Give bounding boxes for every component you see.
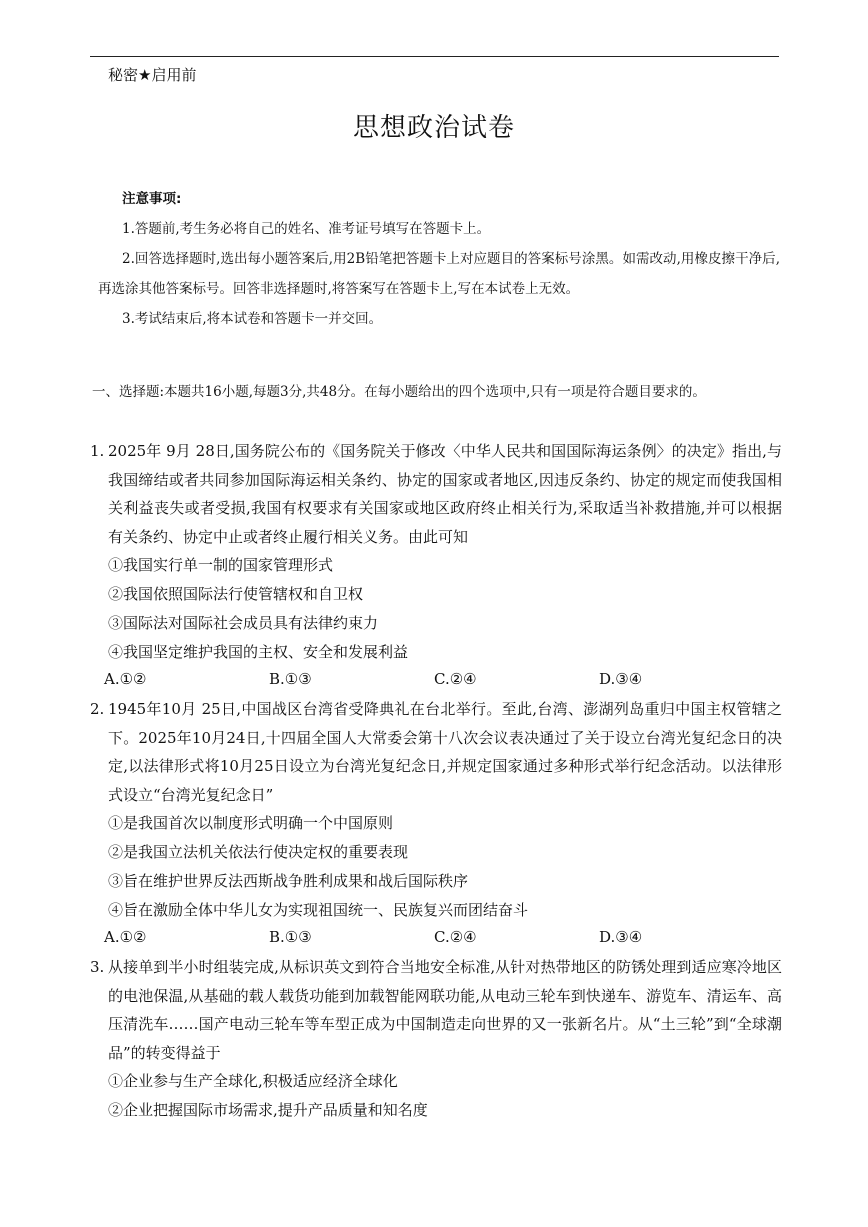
statement: ③国际法对国际社会成员具有法律约束力 bbox=[108, 614, 379, 632]
notes-heading: 注意事项: bbox=[122, 191, 182, 207]
question-2 bbox=[90, 695, 782, 949]
statement: ②企业把握国际市场需求,提升产品质量和知名度 bbox=[108, 1101, 428, 1119]
statement: ①企业参与生产全球化,积极适应经济全球化 bbox=[108, 1072, 398, 1090]
page-title: 思想政治试卷 bbox=[352, 113, 515, 143]
option-d: D.③④ bbox=[599, 928, 643, 946]
option-a: A.①② bbox=[104, 670, 147, 688]
option-d: D.③④ bbox=[599, 670, 643, 688]
statement: ①是我国首次以制度形式明确一个中国原则 bbox=[108, 814, 394, 832]
statement: ②我国依照国际法行使管辖权和自卫权 bbox=[108, 585, 364, 603]
question-list bbox=[90, 437, 782, 1129]
statement: ④旨在激励全体中华儿女为实现祖国统一、民族复兴而团结奋斗 bbox=[108, 901, 529, 919]
notes-item: 1.答题前,考生务必将自己的姓名、准考证号填写在答题卡上。 bbox=[122, 221, 491, 237]
statement: ②是我国立法机关依法行使决定权的重要表现 bbox=[108, 843, 409, 861]
section-heading: 一、选择题:本题共16小题,每题3分,共48分。在每小题给出的四个选项中,只有一项是符合题目要求的。 bbox=[92, 384, 706, 400]
option-b: B.①③ bbox=[269, 928, 312, 946]
statement: ③旨在维护世界反法西斯战争胜利成果和战后国际秩序 bbox=[108, 872, 469, 890]
statement: ④我国坚定维护我国的主权、安全和发展利益 bbox=[108, 643, 409, 661]
question-text: 1945年10月 25日,中国战区台湾省受降典礼在台北举行。至此,台湾、澎湖列岛重归中国主权管辖之下。2025年10月24日,十四届全国人大常委会第十八次会议表决通过了关于设立台湾光复纪念日的决定,以法律形式将10月25日设立为台湾光复纪念日,并规定国家通过多种形式举行纪念活动。以法律形式设立“台湾光复纪念日” bbox=[108, 700, 782, 804]
question-stem bbox=[90, 953, 782, 1067]
statement: ①我国实行单一制的国家管理形式 bbox=[108, 556, 334, 574]
question-number: 3. bbox=[90, 958, 105, 976]
question-text: 从接单到半小时组装完成,从标识英文到符合当地安全标准,从针对热带地区的防锈处理到适应寒冷地区的电池保温,从基础的载人载货功能到加载智能网联功能,从电动三轮车到快递车、游览车、清运车、高压清洗车……国产电动三轮车等车型正成为中国制造走向世界的又一张新名片。从“土三轮”到“全球潮品”的转变得益于 bbox=[108, 958, 782, 1062]
options-row bbox=[90, 925, 782, 949]
question-stem bbox=[90, 695, 782, 809]
question-text: 2025年 9月 28日,国务院公布的《国务院关于修改〈中华人民共和国国际海运条例〉的决定》指出,与我国缔结或者共同参加国际海运相关条约、协定的国家或者地区,因违反条约、协定的规定而使我国相关利益丧失或者受损,我国有权要求有关国家或地区政府终止相关行为,采取适当补救措施,并可以根据有关条约、协定中止或者终止履行相关义务。由此可知 bbox=[108, 442, 782, 546]
question-number: 2. bbox=[90, 700, 105, 718]
options-row bbox=[90, 667, 782, 691]
option-a: A.①② bbox=[104, 928, 147, 946]
option-c: C.②④ bbox=[434, 670, 477, 688]
secret-label: 秘密★启用前 bbox=[108, 66, 197, 84]
option-b: B.①③ bbox=[269, 670, 312, 688]
question-stem bbox=[90, 437, 782, 551]
notes-block bbox=[98, 184, 780, 334]
header-rule bbox=[90, 56, 779, 57]
question-1 bbox=[90, 437, 782, 691]
question-number: 1. bbox=[90, 442, 105, 460]
question-3 bbox=[90, 953, 782, 1125]
notes-item: 2.回答选择题时,选出每小题答案后,用2B铅笔把答题卡上对应题目的答案标号涂黑。如需改动,用橡皮擦干净后,再选涂其他答案标号。回答非选择题时,将答案写在答题卡上,写在本试卷上无效。 bbox=[98, 251, 780, 297]
option-c: C.②④ bbox=[434, 928, 477, 946]
notes-item: 3.考试结束后,将本试卷和答题卡一并交回。 bbox=[122, 311, 383, 327]
